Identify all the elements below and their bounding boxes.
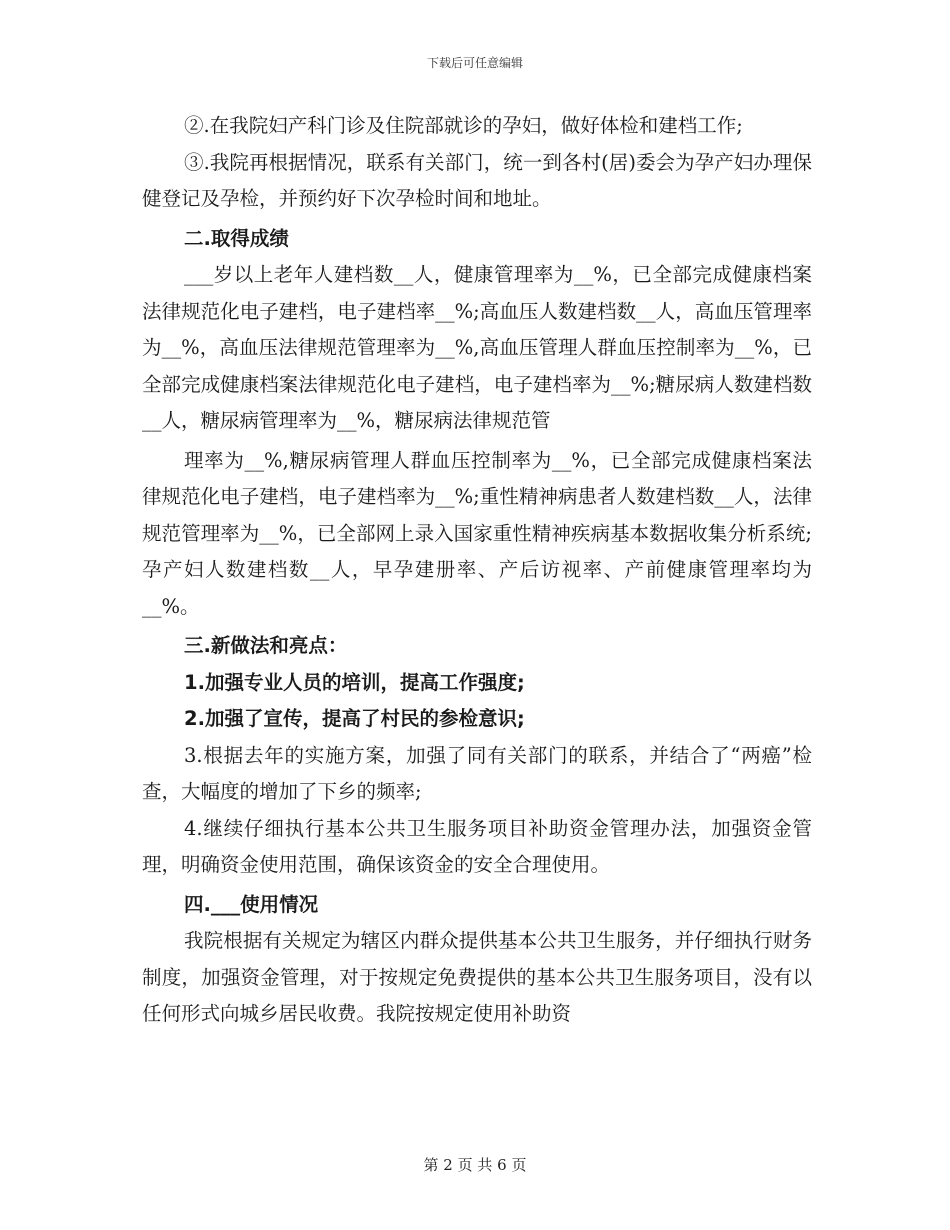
practice-item-4: 4.继续仔细执行基本公共卫生服务项目补助资金管理办法，加强资金管理，明确资金使用范围，确保该资金的安全合理使用。: [142, 816, 812, 876]
page-number-footer: 第 2 页 共 6 页: [423, 1156, 527, 1174]
paragraph-achievements-1: ___岁以上老年人建档数__人，健康管理率为__%，已全部完成健康档案法律规范化电子建档，电子建档率__%;高血压人数建档数__人，高血压管理率为__%，高血压法律规范管理率为__%,高血压管理人群血压控制率为__%，已全部完成健康档案法律规范化电子建档，电子建档率为__%;糖尿病人数建档数__人，糖尿病管理率为__%，糖尿病法律规范管: [142, 263, 812, 432]
practice-item-3: 3.根据去年的实施方案，加强了同有关部门的联系，并结合了“两癌”检查，大幅度的增加了下乡的频率;: [142, 743, 812, 803]
paragraph-item-2: ②.在我院妇产科门诊及住院部就诊的孕妇，做好体检和建档工作;: [184, 114, 743, 137]
document-body: [142, 108, 812, 1033]
section-heading-usage: 四.___使用情况: [184, 892, 319, 916]
section-heading-new-practices: 三.新做法和亮点：: [184, 634, 348, 657]
section-heading-achievements: 二.取得成绩: [184, 226, 289, 250]
paragraph-item-3: ③.我院再根据情况，联系有关部门，统一到各村(居)委会为孕产妇办理保健登记及孕检，并预约好下次孕检时间和地址。: [142, 150, 812, 210]
paragraph-usage: 我院根据有关规定为辖区内群众提供基本公共卫生服务，并仔细执行财务制度，加强资金管理，对于按规定免费提供的基本公共卫生服务项目，没有以任何形式向城乡居民收费。我院按规定使用补助资: [142, 929, 812, 1025]
paragraph-achievements-2: 理率为__%,糖尿病管理人群血压控制率为__%，已全部完成健康档案法律规范化电子建档，电子建档率为__%;重性精神病患者人数建档数__人，法律规范管理率为__%，已全部网上录入国家重性精神疾病基本数据收集分析系统;孕产妇人数建档数__人，早孕建册率、产后访视率、产前健康管理率均为__%。: [142, 448, 812, 618]
page-header-note: 下载后可任意编辑: [426, 56, 523, 70]
practice-item-2: 2.加强了宣传，提高了村民的参检意识;: [184, 707, 525, 730]
practice-item-1: 1.加强专业人员的培训，提高工作强度;: [184, 670, 525, 694]
